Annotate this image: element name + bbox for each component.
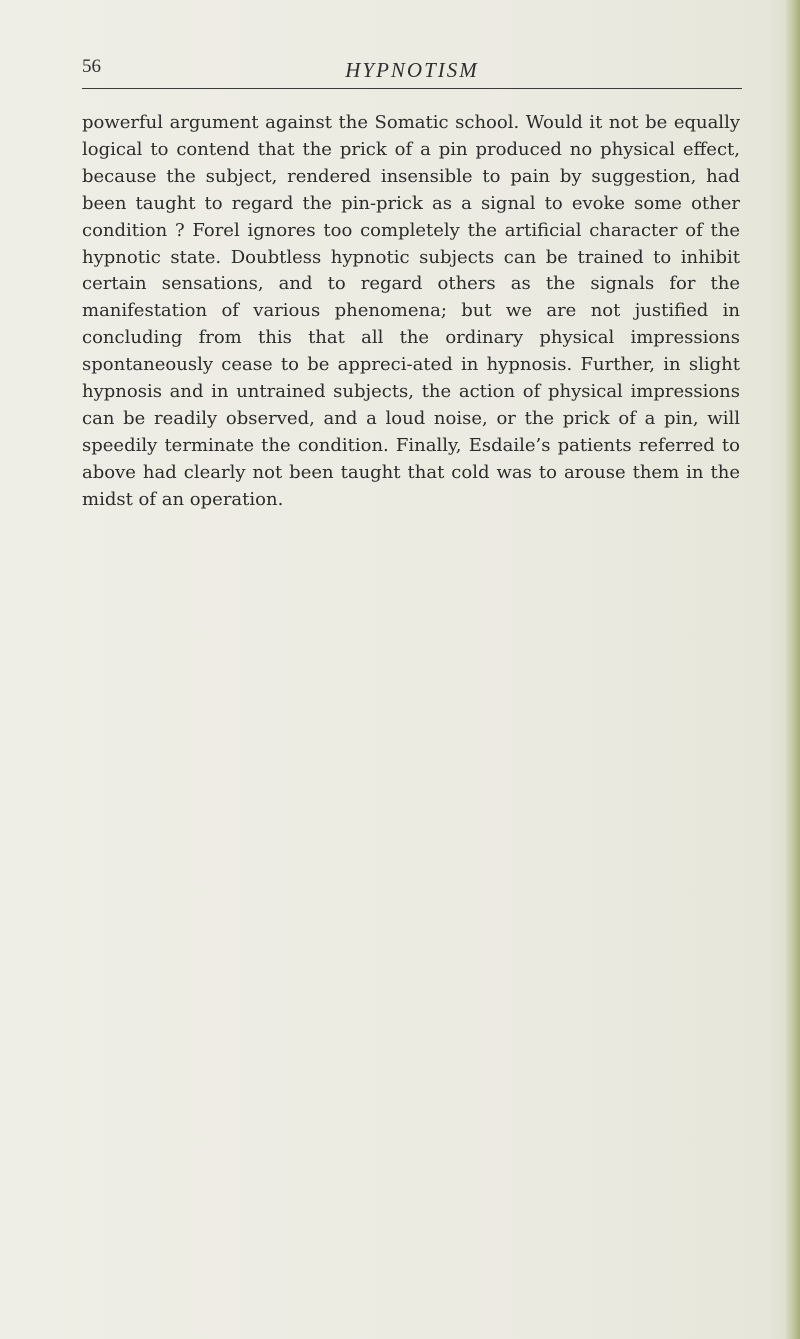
page-edge (786, 0, 800, 1339)
page-header (82, 58, 742, 89)
body-paragraph: powerful argument against the Somatic school. Would it not be equally logical to contend that the prick of a pin produced no physical effect, because the subject, rendered insensible to pain by suggestion, had been taught to regard the pin-prick as a signal to evoke some other condition ? Forel ignores too completely the artificial character of the hypnotic state. Doubtless hypnotic subjects can be trained to inhibit certain sensations, and to regard others as the signals for the manifestation of various phenomena; but we are not justified in concluding from this that all the ordinary physical impressions spontaneously cease to be appreci-ated in hypnosis. Further, in slight hypnosis and in untrained subjects, the action of physical impressions can be readily observed, and a loud noise, or the prick of a pin, will speedily terminate the condition. Finally, Esdaile’s patients referred to above had clearly not been taught that cold was to arouse them in the midst of an operation. (82, 112, 740, 510)
running-title: HYPNOTISM (345, 58, 479, 82)
page-number: 56 (82, 56, 101, 77)
